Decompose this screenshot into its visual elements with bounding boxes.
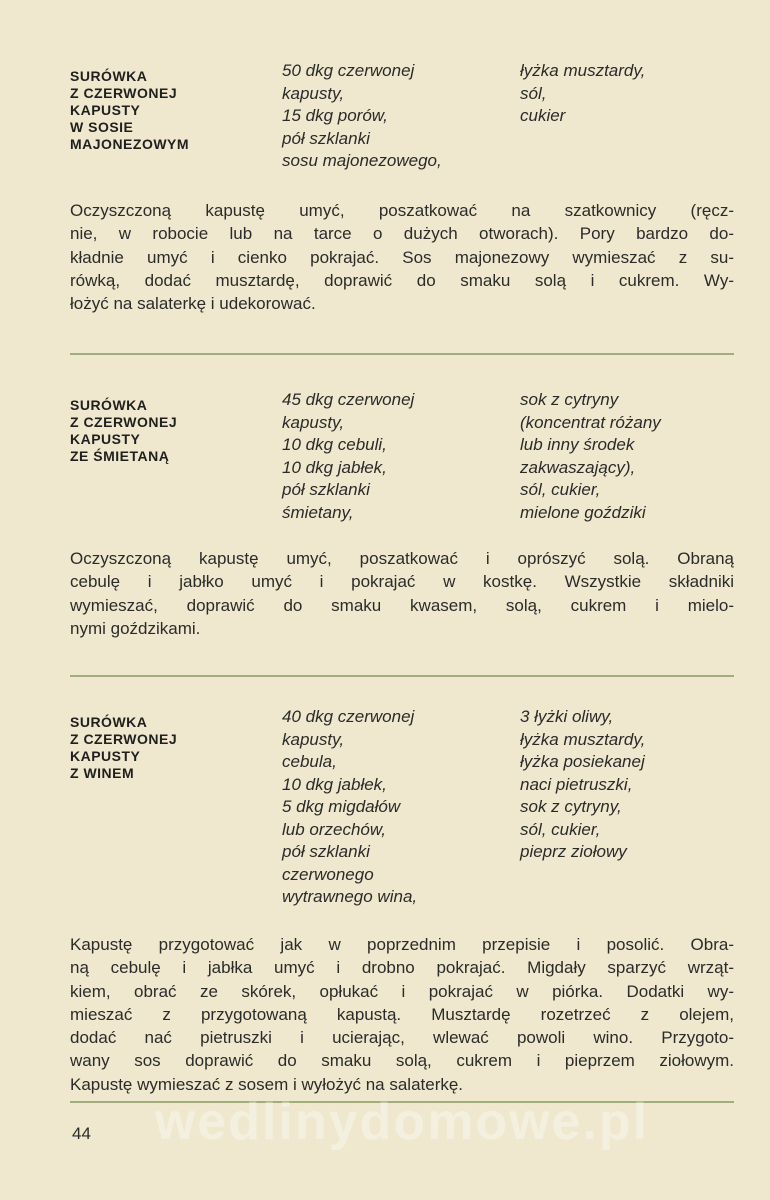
ingredient: 40 dkg czerwonej [282,707,415,726]
ingredient: sosu majonezowego, [282,151,442,170]
instruction-line: nymi goździkami. [70,618,201,638]
instruction-line: Oczyszczoną kapustę umyć, poszatkować na szatkownicy (ręcz- [70,201,734,220]
recipe-2-ingredients-col2 [520,389,740,524]
title-line: KAPUSTY [70,748,141,764]
title-line: Z WINEM [70,765,135,781]
recipe-1-ingredients-col1 [282,60,482,173]
recipe-1-title [70,68,260,153]
recipe-2-instructions [70,547,734,640]
ingredient: sok z cytryny, [520,797,622,816]
ingredient: 15 dkg porów, [282,106,388,125]
recipe-3-ingredients-col1 [282,706,482,909]
title-line: KAPUSTY [70,431,141,447]
ingredient: 10 dkg jabłek, [282,457,387,477]
instruction-line: kiem, obrać ze skórek, opłukać i pokrajać w piórka. Dodatki wy- [70,981,734,1001]
title-line: ZE ŚMIETANĄ [70,448,170,464]
ingredient: 10 dkg jabłek, [282,774,387,794]
instruction-line: cebulę i jabłko umyć i pokrajać w kostkę. Wszystkie składniki [70,572,734,592]
ingredient: mielone goździki [520,502,646,522]
ingredient: lub orzechów, [282,819,386,839]
ingredient: 5 dkg migdałów [282,797,401,816]
instruction-line: Oczyszczoną kapustę umyć, poszatkować i oprószyć solą. Obraną [70,549,734,568]
recipe-2-title [70,397,260,465]
watermark: wedlinydomowe.pl [154,1093,650,1151]
ingredient: zakwaszający), [520,457,636,477]
instruction-line: kładnie umyć i cienko pokrajać. Sos majonezowy wymieszać z su- [70,247,734,267]
ingredient: pół szklanki [282,480,370,499]
ingredient: wytrawnego wina, [282,887,418,906]
title-line: W SOSIE [70,119,134,135]
ingredient: kapusty, [282,729,345,749]
title-line: SURÓWKA [70,68,148,84]
ingredient: 10 dkg cebuli, [282,435,387,454]
recipe-3-instructions [70,933,734,1096]
ingredient: łyżka musztardy, [520,729,646,749]
instruction-line: łożyć na salaterkę i udekorować. [70,294,316,314]
ingredient: 45 dkg czerwonej [282,390,415,409]
recipe-1-instructions [70,199,734,315]
instruction-line: ną cebulę i jabłka umyć i drobno pokrajać. Migdały sparzyć wrząt- [70,958,734,978]
ingredient: sól, cukier, [520,819,601,839]
ingredient: pół szklanki [282,842,370,861]
ingredient: sok z cytryny [520,390,619,409]
recipe-3-ingredients-col2 [520,706,740,864]
title-line: Z CZERWONEJ [70,414,178,430]
title-line: Z CZERWONEJ [70,731,178,747]
ingredient: pół szklanki [282,128,370,148]
title-line: Z CZERWONEJ [70,85,178,101]
ingredient: cebula, [282,752,337,771]
ingredient: (koncentrat różany [520,412,661,432]
ingredient: kapusty, [282,83,345,103]
ingredient: lub inny środek [520,435,635,454]
ingredient: sól, [520,83,547,103]
instruction-line: wymieszać, doprawić do smaku kwasem, solą, cukrem i mielo- [70,595,734,615]
ingredient: śmietany, [282,502,354,522]
ingredient: łyżka posiekanej [520,752,645,771]
ingredient: pieprz ziołowy [520,842,627,861]
instruction-line: Kapustę wymieszać z sosem i wyłożyć na salaterkę. [70,1074,464,1094]
recipe-1-ingredients-col2 [520,60,740,128]
page-number: 44 [72,1124,91,1143]
title-line: MAJONEZOWYM [70,136,190,152]
title-line: SURÓWKA [70,714,148,730]
ingredient: naci pietruszki, [520,774,633,794]
section-divider [70,675,734,677]
recipe-2-ingredients-col1 [282,389,482,524]
ingredient: sól, cukier, [520,480,601,499]
instruction-line: Kapustę przygotować jak w poprzednim przepisie i posolić. Obra- [70,935,734,954]
ingredient: cukier [520,106,566,125]
instruction-line: nie, w robocie lub na tarce o dużych otworach). Pory bardzo do- [70,224,734,244]
instruction-line: wany sos doprawić do smaku solą, cukrem i pieprzem ziołowym. [70,1051,734,1071]
ingredient: kapusty, [282,412,345,432]
recipe-3-title [70,714,260,782]
title-line: SURÓWKA [70,397,148,413]
ingredient: łyżka musztardy, [520,61,646,80]
instruction-line: mieszać z przygotowaną kapustą. Musztardę rozetrzeć z olejem, [70,1004,734,1024]
ingredient: 50 dkg czerwonej [282,61,415,80]
ingredient: czerwonego [282,864,374,884]
section-divider [70,353,734,355]
instruction-line: rówką, dodać musztardę, doprawić do smaku solą i cukrem. Wy- [70,270,734,290]
title-line: KAPUSTY [70,102,141,118]
ingredient: 3 łyżki oliwy, [520,707,614,726]
instruction-line: dodać nać pietruszki i ucierając, wlewać powoli wino. Przygoto- [70,1028,734,1048]
